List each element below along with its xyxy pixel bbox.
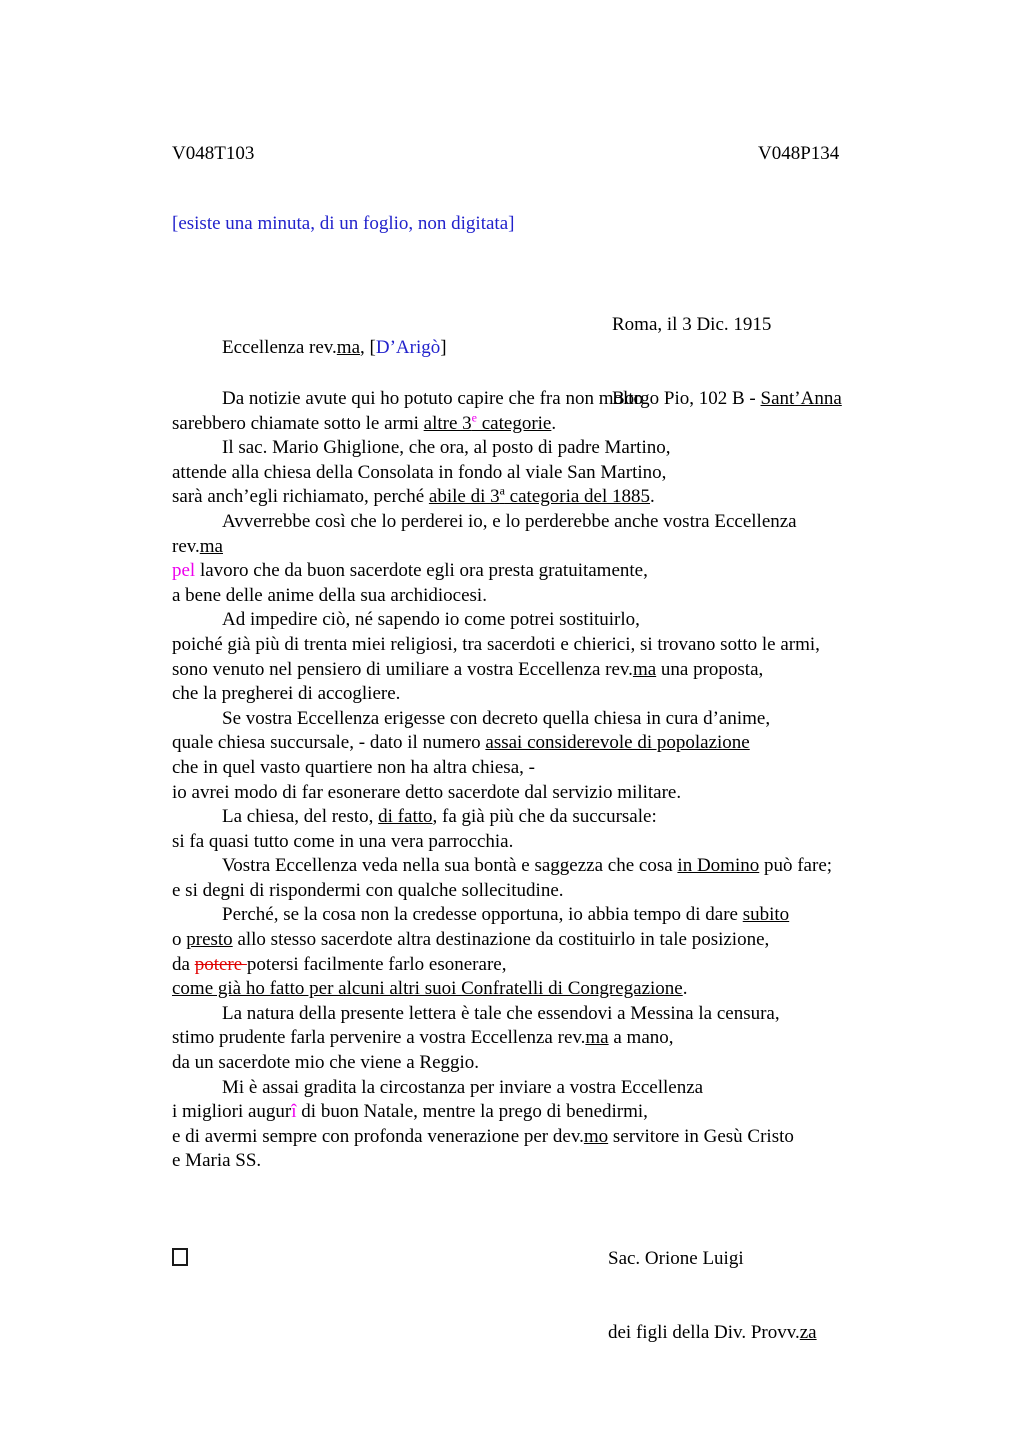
letter-line: da un sacerdote mio che viene a Reggio. [172, 1052, 480, 1074]
letter-line: La natura della presente lettera è tale che essendovi a Messina la censura, [222, 1002, 780, 1024]
letter-line: che in quel vasto quartiere non ha altra chiesa, - [172, 756, 535, 778]
letter-line: Da notizie avute qui ho potuto capire che fra non molto [222, 388, 644, 409]
letter-line: a bene delle anime della sua archidiocesi. [172, 584, 487, 606]
date-line: Roma, il 3 Dic. 1915 [612, 314, 772, 336]
letter-line: Mi è assai gradita la circostanza per inviare a vostra Eccellenza [222, 1076, 704, 1098]
letter-line: Ad impedire ciò, né sapendo io come potrei sostituirlo, [222, 609, 640, 631]
letter-line: Il sac. Mario Ghiglione, che ora, al posto di padre Martino, [222, 437, 671, 459]
letter-line: sarebbero chiamate sotto le armi altre 3e categorie. [172, 410, 557, 434]
letter-line: sono venuto nel pensiero di umiliare a vostra Eccellenza rev.ma una proposta, [172, 658, 764, 680]
letter-line: e Maria SS. [172, 1150, 262, 1172]
letter-line: da potere potersi facilmente farlo esonerare, [172, 953, 507, 975]
signature-name: Sac. Orione Luigi [608, 1248, 744, 1270]
letter-line: Vostra Eccellenza veda nella sua bontà e saggezza che cosa in Domino può fare; [222, 855, 833, 877]
letter-line: si fa quasi tutto come in una vera parrocchia. [172, 830, 514, 852]
header-left-code: V048T103 [172, 143, 255, 164]
letter-line: io avrei modo di far esonerare detto sacerdote dal servizio militare. [172, 781, 682, 803]
letter-body [172, 387, 912, 1174]
salutation-line: Eccellenza rev.ma, [D’Arigò] [222, 337, 447, 358]
letter-line: La chiesa, del resto, di fatto, fa già più che da succursale: [222, 806, 657, 828]
letter-line: attende alla chiesa della Consolata in fondo al viale San Martino, [172, 461, 667, 483]
letter-line: rev.ma [172, 535, 223, 557]
missing-character-box [172, 1248, 188, 1266]
header-right-code: V048P134 [758, 143, 840, 164]
letter-line: pel lavoro che da buon sacerdote egli ora presta gratuitamente, [172, 560, 648, 582]
letter-line: Avverrebbe così che lo perderei io, e lo perderebbe anche vostra Eccellenza [222, 510, 797, 532]
letter-line: poiché già più di trenta miei religiosi, tra sacerdoti e chierici, si trovano sotto le armi, [172, 633, 820, 655]
letter-line: Se vostra Eccellenza erigesse con decreto quella chiesa in cura d’anime, [222, 707, 771, 729]
address-line: Borgo Pio, 102 B - Sant’Anna [612, 387, 842, 409]
letter-line: quale chiesa succursale, - dato il numero assai considerevole di popolazione [172, 732, 750, 754]
signature-block [608, 1198, 817, 1395]
letter-line: stimo prudente farla pervenire a vostra Eccellenza rev.ma a mano, [172, 1027, 674, 1049]
letter-line: come già ho fatto per alcuni altri suoi Confratelli di Congregazione. [172, 978, 688, 1000]
letter-line: e di avermi sempre con profonda venerazione per dev.mo servitore in Gesù Cristo [172, 1125, 794, 1147]
letter-line: sarà anch’egli richiamato, perché abile di 3$^a$ categoria del 1885. [172, 484, 655, 508]
letter-line: e si degni di rispondermi con qualche sollecitudine. [172, 879, 564, 901]
letter-line: che la pregherei di accogliere. [172, 683, 401, 705]
letter-line: Perché, se la cosa non la credesse opportuna, io abbia tempo di dare subito [222, 904, 790, 926]
editorial-note: [esiste una minuta, di un foglio, non digitata] [172, 213, 515, 234]
letter-line: i migliori augurî di buon Natale, mentre la prego di benedirmi, [172, 1101, 648, 1123]
letter-line: o presto allo stesso sacerdote altra destinazione da costituirlo in tale posizione, [172, 929, 770, 951]
signature-title: dei figli della Div. Provv.za [608, 1321, 817, 1343]
